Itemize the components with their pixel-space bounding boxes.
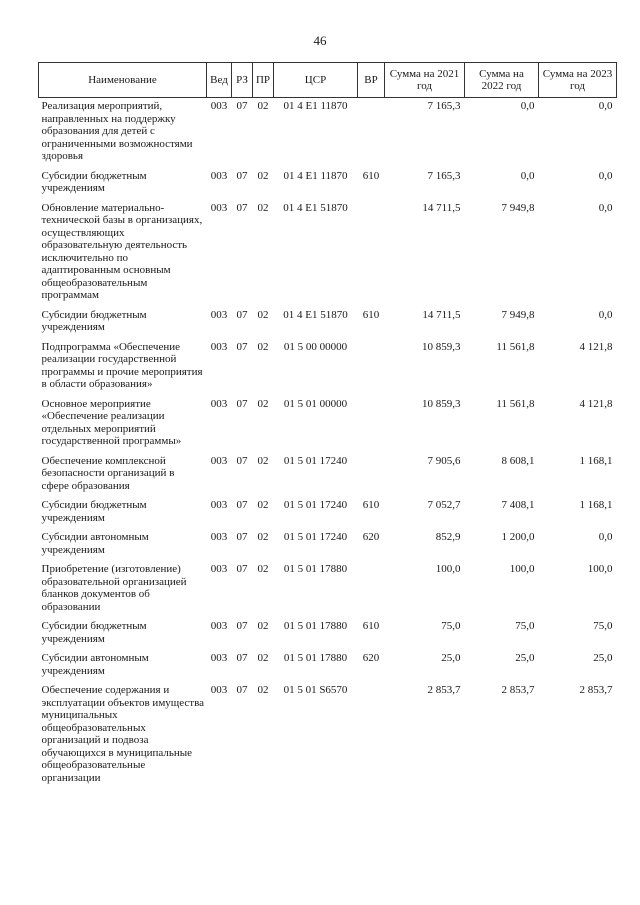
row-rz: 07 [236, 531, 248, 543]
row-name: Приобретение (изготовление) образовательной организацией бланков документов об образовании [41, 563, 187, 613]
row-sum-2022: 2 853,7 [501, 684, 535, 696]
row-vr [358, 453, 385, 498]
row-vr [358, 682, 385, 789]
row-ved: 003 [210, 308, 228, 321]
row-sum-2021: 2 853,7 [427, 684, 461, 696]
page-number: 46 [313, 33, 327, 48]
row-pr: 02 [257, 684, 269, 696]
row-sum-2022: 0,0 [520, 169, 535, 182]
row-sum-2023: 100,0 [587, 563, 613, 575]
table-header-row [39, 63, 617, 98]
header-sum-2021: Сумма на 2021 год [385, 63, 465, 98]
header-rz: РЗ [232, 63, 253, 98]
row-sum-2023: 0,0 [598, 100, 613, 112]
row-name: Реализация мероприятий, направленных на поддержку образования для детей с ограниченными возможностями здоровья [41, 100, 193, 162]
row-sum-2022: 75,0 [515, 620, 535, 632]
table-row [39, 396, 617, 453]
row-ved: 003 [210, 397, 228, 410]
header-vr: ВР [358, 63, 385, 98]
row-pr: 02 [257, 499, 269, 511]
row-rz: 07 [236, 308, 248, 321]
row-rz: 07 [236, 169, 248, 182]
row-vr [358, 561, 385, 618]
row-sum-2023: 0,0 [598, 169, 613, 182]
row-pr: 02 [257, 397, 269, 410]
row-sum-2023: 2 853,7 [579, 684, 613, 696]
row-csr: 01 4 E1 51870 [283, 201, 348, 214]
table-row [39, 307, 617, 339]
row-name: Подпрограмма «Обеспечение реализации государственной программы и прочие мероприятия в области образования» [41, 340, 203, 390]
row-sum-2021: 7 165,3 [427, 169, 461, 182]
table-row [39, 561, 617, 618]
table-row [39, 529, 617, 561]
row-sum-2023: 0,0 [598, 531, 613, 543]
row-ved: 003 [210, 169, 228, 182]
row-sum-2022: 11 561,8 [496, 340, 535, 353]
row-name: Обеспечение содержания и эксплуатации объектов имущества муниципальных общеобразовательных организаций и подвоза обучающихся в муниципальные общеобразовательные организации [41, 684, 205, 784]
row-rz: 07 [236, 201, 248, 214]
row-name: Субсидии бюджетным учреждениям [41, 308, 147, 333]
row-sum-2021: 75,0 [441, 620, 461, 632]
row-sum-2021: 14 711,5 [422, 201, 461, 214]
row-rz: 07 [236, 684, 248, 696]
row-name: Субсидии бюджетным учреждениям [41, 169, 147, 194]
row-sum-2022: 8 608,1 [501, 454, 535, 467]
row-vr: 620 [362, 531, 380, 543]
header-sum-2023: Сумма на 2023 год [539, 63, 617, 98]
row-vr: 610 [362, 308, 380, 321]
row-vr [358, 396, 385, 453]
row-name: Основное мероприятие «Обеспечение реализации отдельных мероприятий государственной программы» [41, 397, 182, 447]
row-sum-2021: 7 905,6 [427, 454, 461, 467]
row-csr: 01 5 01 17880 [283, 620, 348, 632]
budget-table [38, 62, 617, 789]
row-sum-2023: 75,0 [593, 620, 613, 632]
row-ved: 003 [210, 620, 228, 632]
row-sum-2023: 4 121,8 [579, 340, 613, 353]
row-sum-2022: 1 200,0 [501, 531, 535, 543]
table-row [39, 682, 617, 789]
row-ved: 003 [210, 499, 228, 511]
row-name: Субсидии автономным учреждениям [41, 652, 149, 677]
row-vr [358, 98, 385, 168]
row-vr: 610 [362, 499, 380, 511]
row-sum-2021: 25,0 [441, 652, 461, 664]
table-row [39, 200, 617, 307]
row-sum-2022: 7 408,1 [501, 499, 535, 511]
row-vr: 610 [362, 620, 380, 632]
row-pr: 02 [257, 201, 269, 214]
row-ved: 003 [210, 563, 228, 575]
row-sum-2022: 7 949,8 [501, 201, 535, 214]
row-vr [358, 200, 385, 307]
row-pr: 02 [257, 308, 269, 321]
row-pr: 02 [257, 454, 269, 467]
table-row [39, 168, 617, 200]
header-pr: ПР [253, 63, 274, 98]
row-rz: 07 [236, 100, 248, 112]
row-sum-2023: 25,0 [593, 652, 613, 664]
row-name: Субсидии бюджетным учреждениям [41, 499, 147, 524]
row-csr: 01 5 01 00000 [283, 397, 348, 410]
row-sum-2021: 852,9 [435, 531, 461, 543]
row-csr: 01 5 01 17240 [283, 531, 348, 543]
row-ved: 003 [210, 201, 228, 214]
row-pr: 02 [257, 100, 269, 112]
row-ved: 003 [210, 340, 228, 353]
header-ved: Вед [207, 63, 232, 98]
row-pr: 02 [257, 169, 269, 182]
row-rz: 07 [236, 620, 248, 632]
row-csr: 01 5 01 17240 [283, 499, 348, 511]
row-ved: 003 [210, 531, 228, 543]
row-pr: 02 [257, 531, 269, 543]
row-sum-2023: 1 168,1 [579, 499, 613, 511]
row-name: Субсидии бюджетным учреждениям [41, 620, 147, 645]
row-sum-2022: 7 949,8 [501, 308, 535, 321]
row-sum-2022: 0,0 [520, 100, 535, 112]
table-row [39, 453, 617, 498]
row-rz: 07 [236, 454, 248, 467]
row-sum-2021: 7 165,3 [427, 100, 461, 112]
row-sum-2022: 100,0 [509, 563, 535, 575]
row-rz: 07 [236, 499, 248, 511]
row-sum-2022: 11 561,8 [496, 397, 535, 410]
row-sum-2021: 7 052,7 [427, 499, 461, 511]
row-csr: 01 5 01 17880 [283, 652, 348, 664]
header-name: Наименование [39, 63, 207, 98]
row-rz: 07 [236, 652, 248, 664]
row-rz: 07 [236, 340, 248, 353]
row-pr: 02 [257, 652, 269, 664]
row-name: Субсидии автономным учреждениям [41, 531, 149, 556]
row-sum-2021: 10 859,3 [422, 340, 461, 353]
row-vr: 620 [362, 652, 380, 664]
row-sum-2021: 10 859,3 [422, 397, 461, 410]
row-ved: 003 [210, 652, 228, 664]
row-vr [358, 339, 385, 396]
header-sum-2022: Сумма на 2022 год [465, 63, 539, 98]
header-csr: ЦСР [274, 63, 358, 98]
row-sum-2023: 0,0 [598, 308, 613, 321]
row-sum-2023: 4 121,8 [579, 397, 613, 410]
row-csr: 01 4 E1 11870 [283, 100, 348, 112]
row-ved: 003 [210, 684, 228, 696]
table-row [39, 98, 617, 168]
row-sum-2021: 14 711,5 [422, 308, 461, 321]
row-rz: 07 [236, 397, 248, 410]
row-csr: 01 5 01 S6570 [283, 684, 348, 696]
row-vr: 610 [362, 169, 380, 182]
table-row [39, 339, 617, 396]
row-csr: 01 4 E1 11870 [283, 169, 348, 182]
row-sum-2023: 0,0 [598, 201, 613, 214]
row-ved: 003 [210, 100, 228, 112]
row-csr: 01 5 00 00000 [283, 340, 348, 353]
row-pr: 02 [257, 340, 269, 353]
row-sum-2022: 25,0 [515, 652, 535, 664]
row-pr: 02 [257, 620, 269, 632]
row-csr: 01 5 01 17240 [283, 454, 348, 467]
row-sum-2023: 1 168,1 [579, 454, 613, 467]
table-row [39, 618, 617, 650]
table-row [39, 650, 617, 682]
row-name: Обновление материально-технической базы в организациях, осуществляющих образовательную деятельность исключительно по адаптированным основным общеобразовательным программам [41, 201, 203, 301]
row-csr: 01 4 E1 51870 [283, 308, 348, 321]
table-row [39, 497, 617, 529]
row-rz: 07 [236, 563, 248, 575]
row-name: Обеспечение комплексной безопасности организаций в сфере образования [41, 454, 175, 492]
row-csr: 01 5 01 17880 [283, 563, 348, 575]
row-ved: 003 [210, 454, 228, 467]
row-pr: 02 [257, 563, 269, 575]
row-sum-2021: 100,0 [435, 563, 461, 575]
